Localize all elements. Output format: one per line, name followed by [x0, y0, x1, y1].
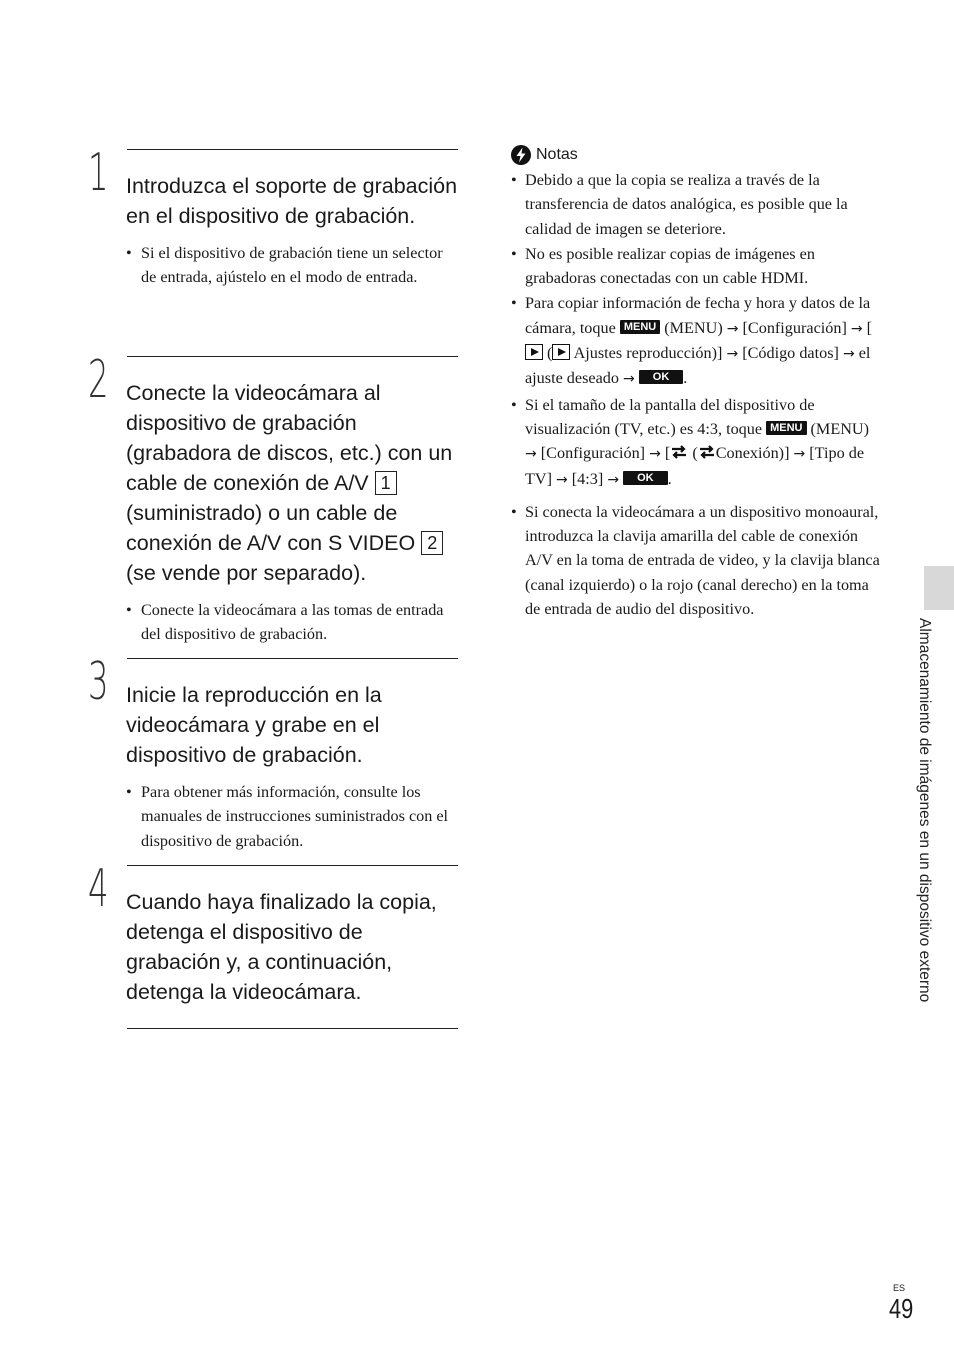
- note-item: • No es posible realizar copias de imágenes en grabadoras conectadas con un cable HDMI.: [511, 244, 815, 288]
- connection-icon: [698, 444, 716, 460]
- caution-icon: [510, 144, 532, 166]
- step-4: [88, 859, 460, 1007]
- arrow-icon: →: [556, 471, 568, 488]
- arrow-icon: →: [842, 346, 855, 363]
- playback-icon: [552, 344, 570, 360]
- step-1: [88, 143, 460, 290]
- playback-icon: [525, 344, 543, 360]
- notes-title: Notas: [536, 146, 578, 163]
- step-number: 1: [88, 143, 109, 203]
- connector-1-label: 1: [375, 471, 397, 495]
- ok-button-icon: OK: [639, 370, 684, 384]
- menu-button-icon: MENU: [620, 320, 660, 334]
- steps-end-rule: [127, 1028, 458, 1029]
- step-bullet: • Conecte la videocámara a las tomas de entrada del dispositivo de grabación.: [126, 601, 444, 644]
- step-heading: Conecte la videocámara al dispositivo de grabación (grabadora de discos, etc.) con un cable de conexión de A/V 1 (suministrado) o un cable de conexión de A/V con S VIDEO 2 (se vende por separado).: [126, 381, 453, 585]
- section-title-vertical: Almacenamiento de imágenes en un dispositivo externo: [916, 618, 933, 1003]
- arrow-icon: →: [623, 371, 635, 388]
- step-3: [88, 652, 460, 853]
- language-code: ES: [893, 1283, 906, 1293]
- ok-button-icon: OK: [623, 471, 668, 485]
- note-item: • Si conecta la videocámara a un dispositivo monoaural, introduzca la clavija amarilla del cable de conexión A/V en la toma de entrada de video, y la clavija blanca (canal izquierdo) o la rojo (canal derecho) en la toma de entrada de audio del dispositivo.: [511, 502, 880, 619]
- arrow-icon: →: [649, 446, 661, 463]
- arrow-icon: →: [726, 320, 739, 337]
- page-number: 49: [889, 1293, 914, 1324]
- connection-icon: [670, 444, 688, 460]
- step-bullet: • Si el dispositivo de grabación tiene un selector de entrada, ajústelo en el modo de entrada.: [126, 244, 443, 287]
- arrow-icon: →: [525, 446, 537, 463]
- step-2: [88, 350, 460, 647]
- arrow-icon: →: [726, 346, 739, 363]
- arrow-icon: →: [793, 446, 806, 463]
- step-number: 3: [88, 652, 109, 712]
- step-heading: Cuando haya finalizado la copia, detenga el dispositivo de grabación y, a continuación, detenga la videocámara.: [126, 890, 437, 1004]
- step-heading: Introduzca el soporte de grabación en el dispositivo de grabación.: [126, 174, 458, 228]
- connector-2-label: 2: [421, 531, 443, 555]
- arrow-icon: →: [850, 320, 863, 337]
- note-item: • Debido a que la copia se realiza a través de la transferencia de datos analógica, es posible que la calidad de imagen se deteriore.: [511, 171, 848, 238]
- note-item: • Para copiar información de fecha y hora y datos de la cámara, toque MENU (MENU) → [Configuración] → [ ( Ajustes reproducción)] → [Código datos] → el ajuste deseado → OK .: [510, 291, 884, 391]
- step-heading: Inicie la reproducción en la videocámara y grabe en el dispositivo de grabación.: [126, 683, 382, 767]
- step-bullet: • Para obtener más información, consulte los manuales de instrucciones suministrados con el dispositivo de grabación.: [126, 783, 449, 850]
- notes-section: [510, 143, 884, 621]
- step-number: 2: [88, 350, 109, 410]
- step-number: 4: [88, 859, 109, 919]
- arrow-icon: →: [607, 471, 620, 488]
- menu-button-icon: MENU: [766, 421, 806, 435]
- section-tab: [924, 566, 954, 610]
- notes-header: [510, 143, 884, 167]
- note-item: • Si el tamaño de la pantalla del dispositivo de visualización (TV, etc.) es 4:3, toque MENU (MENU) → [Configuración] → [ ( Conexión)] → [Tipo de TV] → [4:3] → OK .: [510, 393, 884, 492]
